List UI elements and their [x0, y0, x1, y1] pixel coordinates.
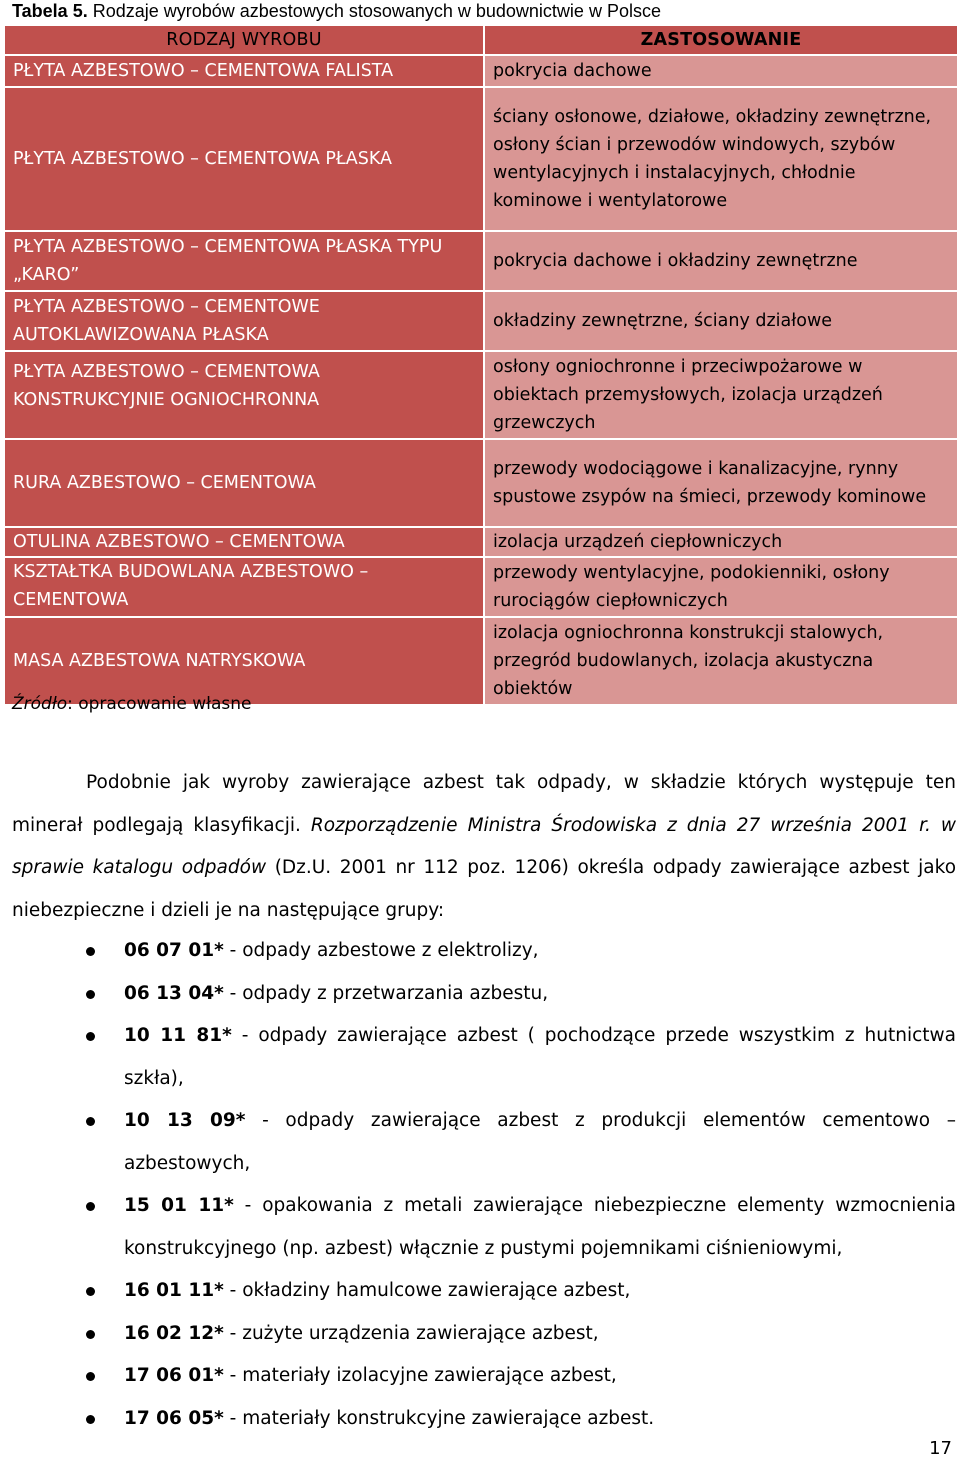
source-label: Źródło [12, 694, 68, 714]
bullet-icon [86, 1330, 95, 1339]
waste-codes-list [0, 930, 956, 1440]
table-row [5, 56, 957, 86]
table-source-note [12, 694, 252, 714]
list-item [0, 1185, 956, 1270]
table-caption [12, 0, 661, 22]
waste-code: 16 02 12* [124, 1322, 224, 1344]
waste-description: - materiały konstrukcyjne zawierające azbest. [223, 1407, 655, 1429]
waste-code: 17 06 01* [124, 1365, 224, 1386]
waste-description: - odpady zawierające azbest ( pochodzące przede wszystkim z hutnictwa szkła), [124, 1025, 956, 1089]
bullet-icon [86, 1032, 95, 1041]
application-cell: pokrycia dachowe [485, 56, 957, 86]
application-cell: okładziny zewnętrzne, ściany działowe [485, 292, 957, 350]
list-item [0, 930, 956, 973]
waste-description: - okładziny hamulcowe zawierające azbest, [223, 1280, 631, 1301]
product-cell: PŁYTA AZBESTOWO – CEMENTOWA PŁASKA TYPU „KARO” [5, 232, 483, 290]
waste-code: 10 11 81* [124, 1025, 232, 1046]
waste-code: 10 13 09* [124, 1110, 246, 1131]
table-row [5, 618, 957, 704]
bullet-icon [86, 947, 95, 956]
table-row [5, 528, 957, 556]
waste-description: - zużyte urządzenia zawierające azbest, [223, 1322, 599, 1344]
paragraph-text-2: (Dz.U. 2001 nr 112 poz. 1206) określa odpady zawierające azbest jako niebezpieczne i dzieli je na następujące grupy: [12, 857, 957, 921]
list-item [0, 1398, 956, 1441]
product-cell: KSZTAŁTKA BUDOWLANA AZBESTOWO – CEMENTOWA [5, 558, 483, 616]
bullet-icon [86, 1117, 95, 1126]
regulation-title: Rozporządzenie Ministra Środowiska z dnia 27 września 2001 r. w sprawie katalogu odpadów [12, 814, 956, 878]
waste-description: - odpady z przetwarzania azbestu, [223, 982, 549, 1004]
waste-description: - odpady zawierające azbest z produkcji elementów cementowo – azbestowych, [124, 1110, 956, 1174]
header-product-type: RODZAJ WYROBU [5, 26, 483, 54]
bullet-icon [86, 990, 95, 999]
asbestos-products-table [3, 24, 959, 706]
list-item [0, 1100, 956, 1185]
bullet-icon [86, 1372, 95, 1381]
application-cell: przewody wodociągowe i kanalizacyjne, rynny spustowe zsypów na śmieci, przewody kominowe [485, 440, 957, 526]
product-cell: PŁYTA AZBESTOWO – CEMENTOWA PŁASKA [5, 88, 483, 230]
application-cell: pokrycia dachowe i okładziny zewnętrzne [485, 232, 957, 290]
paragraph-text-1: Podobnie jak wyroby zawierające azbest tak odpady, w składzie których występuje ten minerał podlegają klasyfikacji. [12, 772, 956, 836]
bullet-icon [86, 1287, 95, 1296]
list-item [0, 1270, 956, 1313]
waste-description: - materiały izolacyjne zawierające azbest, [223, 1365, 617, 1386]
table-caption-text: Rodzaje wyrobów azbestowych stosowanych w budownictwie w Polsce [87, 1, 661, 21]
product-cell: PŁYTA AZBESTOWO – CEMENTOWA FALISTA [5, 56, 483, 86]
table-row [5, 232, 957, 290]
waste-code: 06 13 04* [124, 982, 224, 1004]
table-header-row [5, 26, 957, 54]
waste-code: 16 01 11* [124, 1280, 224, 1301]
table-row [5, 440, 957, 526]
source-text: : opracowanie własne [67, 694, 252, 714]
list-item [0, 973, 956, 1016]
application-cell: ściany osłonowe, działowe, okładziny zewnętrzne, osłony ścian i przewodów windowych, szybów wentylacyjnych i instalacyjnych, chłodnie kominowe i wentylatorowe [485, 88, 957, 230]
product-cell: PŁYTA AZBESTOWO – CEMENTOWA KONSTRUKCYJNIE OGNIOCHRONNA [5, 352, 483, 438]
product-cell: MASA AZBESTOWA NATRYSKOWA [5, 618, 483, 704]
table-row [5, 292, 957, 350]
bullet-icon [86, 1202, 95, 1211]
product-cell: RURA AZBESTOWO – CEMENTOWA [5, 440, 483, 526]
body-paragraph [12, 762, 956, 932]
waste-description: - odpady azbestowe z elektrolizy, [223, 940, 539, 961]
table-caption-label: Tabela 5. [12, 1, 88, 21]
page-number: 17 [929, 1438, 952, 1459]
list-item [0, 1313, 956, 1356]
waste-code: 15 01 11* [124, 1195, 234, 1216]
list-item [0, 1015, 956, 1100]
list-item [0, 1355, 956, 1398]
table-row [5, 352, 957, 438]
application-cell: przewody wentylacyjne, podokienniki, osłony rurociągów ciepłowniczych [485, 558, 957, 616]
bullet-icon [86, 1415, 95, 1424]
waste-description: - opakowania z metali zawierające niebezpieczne elementy wzmocnienia konstrukcyjnego (np. azbest) włącznie z pustymi pojemnikami ciśnieniowymi, [124, 1195, 956, 1259]
application-cell: izolacja ogniochronna konstrukcji stalowych, przegród budowlanych, izolacja akustyczna obiektów [485, 618, 957, 704]
application-cell: izolacja urządzeń ciepłowniczych [485, 528, 957, 556]
product-cell: PŁYTA AZBESTOWO – CEMENTOWE AUTOKLAWIZOWANA PŁASKA [5, 292, 483, 350]
table-row [5, 88, 957, 230]
waste-code: 17 06 05* [124, 1407, 224, 1429]
header-application: ZASTOSOWANIE [485, 26, 957, 54]
application-cell: osłony ogniochronne i przeciwpożarowe w obiektach przemysłowych, izolacja urządzeń grzewczych [485, 352, 957, 438]
product-cell: OTULINA AZBESTOWO – CEMENTOWA [5, 528, 483, 556]
table-row [5, 558, 957, 616]
waste-code: 06 07 01* [124, 940, 224, 961]
